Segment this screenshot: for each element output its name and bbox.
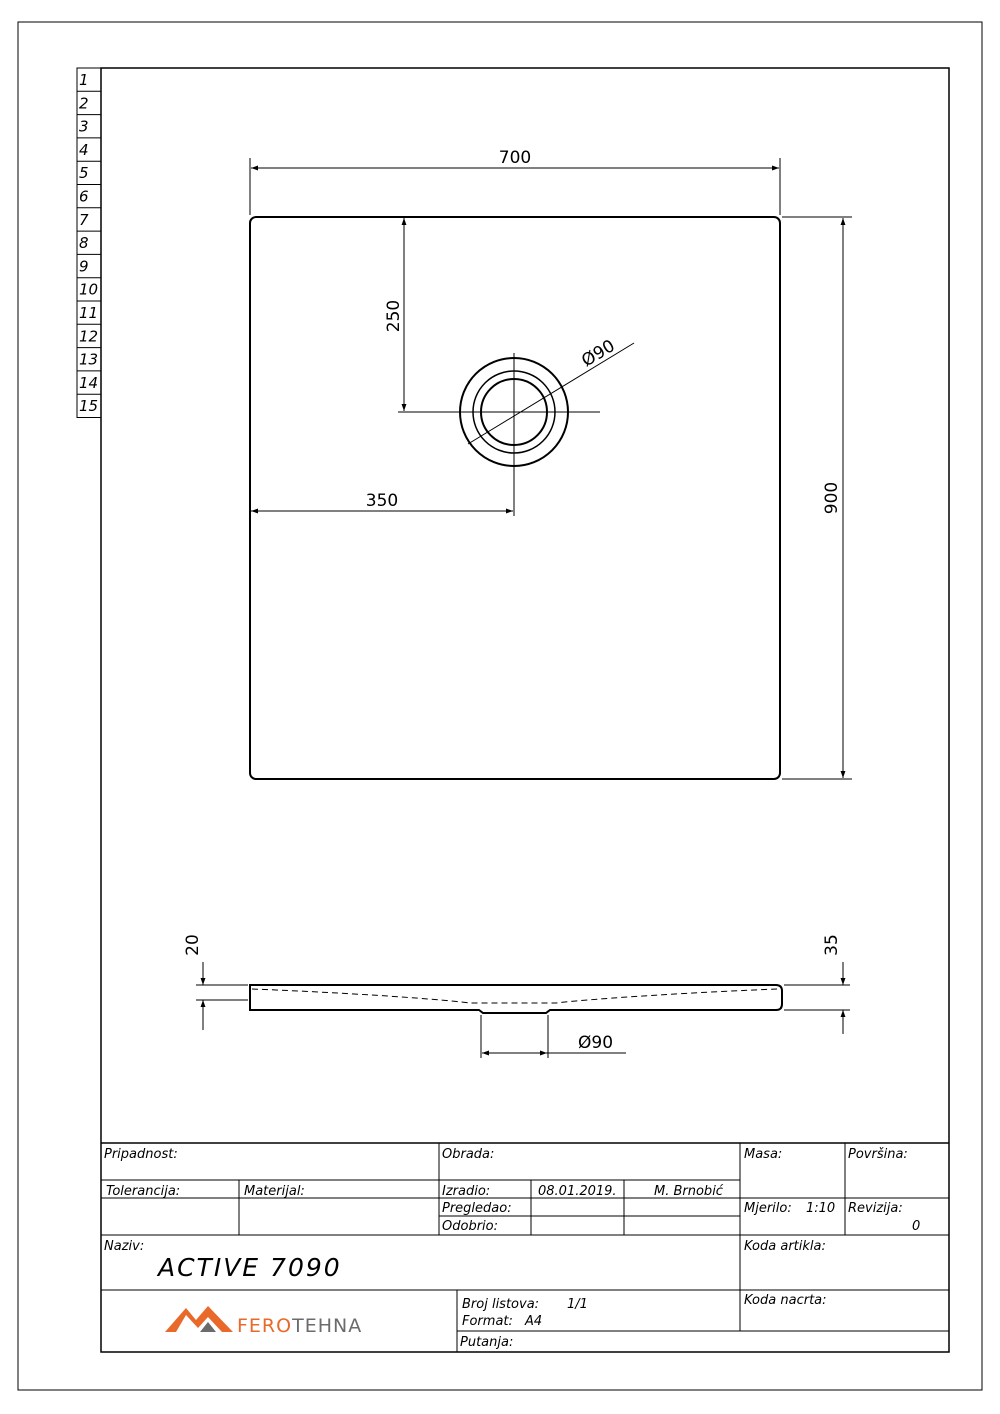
pripadnost-label: Pripadnost: [104, 1147, 178, 1162]
putanja-label: Putanja: [460, 1335, 514, 1350]
mjerilo-value: 1:10 [806, 1201, 836, 1216]
izradio-date: 08.01.2019. [538, 1184, 617, 1199]
row-number: 15 [79, 397, 99, 416]
format-label: Format: [462, 1314, 513, 1329]
logo-text-tehna: TEHNA [292, 1315, 363, 1337]
row-number: 7 [79, 210, 89, 229]
ferotehna-logo [165, 1306, 362, 1337]
row-number-strip [77, 68, 101, 418]
povrsina-label: Površina: [848, 1147, 908, 1162]
drain-x-dimension-label: 350 [365, 491, 399, 511]
tray-side-profile [250, 985, 782, 1013]
row-number: 13 [79, 350, 99, 369]
tolerancija-label: Tolerancija: [106, 1184, 181, 1199]
logo-text-fero: FERO [237, 1315, 293, 1337]
row-number: 8 [79, 234, 89, 253]
izradio-label: Izradio: [442, 1184, 491, 1199]
format-value: A4 [525, 1314, 543, 1329]
svg-text:FEROTEHNA [237, 1315, 362, 1337]
tray-slope-hidden-line [252, 989, 778, 1003]
left-height-label: 20 [183, 934, 203, 956]
row-number: 4 [79, 140, 89, 159]
revizija-label: Revizija: [848, 1201, 903, 1216]
top-view [250, 148, 852, 779]
row-number: 5 [79, 164, 89, 183]
izradio-name: M. Brnobić [654, 1184, 723, 1199]
logo-mountain-shadow-icon [200, 1322, 216, 1332]
mjerilo-label: Mjerilo: [744, 1201, 792, 1216]
drain-diameter-label: Ø90 [578, 336, 619, 372]
pregledao-label: Pregledao: [442, 1201, 512, 1216]
row-number: 3 [79, 117, 89, 136]
naziv-label: Naziv: [104, 1239, 145, 1254]
row-number: 12 [79, 327, 99, 346]
row-number: 6 [79, 187, 89, 206]
drawing-frame [101, 68, 949, 1352]
obrada-label: Obrada: [442, 1147, 495, 1162]
side-drain-diameter-label: Ø90 [578, 1033, 614, 1053]
masa-label: Masa: [744, 1147, 783, 1162]
title-block-text [104, 1147, 920, 1350]
row-number: 1 [79, 71, 89, 89]
width-dimension-label: 700 [498, 148, 532, 168]
koda-artikla-label: Koda artikla: [744, 1239, 826, 1254]
broj-listova-label: Broj listova: [462, 1297, 540, 1312]
revizija-value: 0 [912, 1219, 921, 1234]
row-number: 9 [79, 257, 89, 276]
row-number: 10 [79, 280, 99, 299]
logo-mountain-icon [165, 1306, 233, 1332]
side-view [183, 934, 850, 1058]
koda-nacrta-label: Koda nacrta: [744, 1293, 827, 1308]
row-number: 14 [79, 373, 99, 392]
naziv-value: ACTIVE 7090 [158, 1253, 342, 1282]
tray-outline [250, 217, 780, 779]
height-dimension-label: 900 [822, 481, 842, 515]
odobrio-label: Odobrio: [442, 1219, 498, 1234]
drain-y-dimension-label: 250 [384, 299, 404, 333]
materijal-label: Materijal: [244, 1184, 305, 1199]
right-height-label: 35 [822, 934, 842, 956]
row-number: 2 [79, 94, 89, 113]
broj-listova-value: 1/1 [567, 1297, 588, 1312]
row-number: 11 [79, 304, 99, 322]
